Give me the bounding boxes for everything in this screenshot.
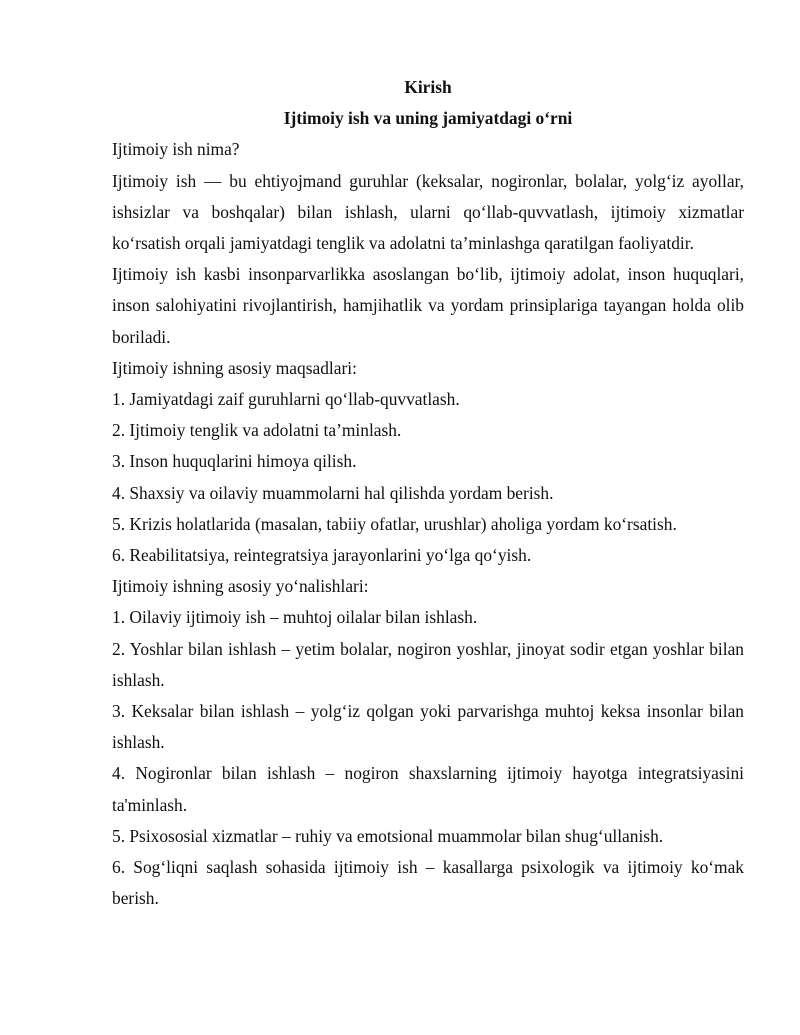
directions-heading: Ijtimoiy ishning asosiy yo‘nalishlari: bbox=[112, 576, 369, 597]
goal-item: 3. Inson huquqlarini himoya qilish. bbox=[112, 451, 357, 472]
document-subtitle: Ijtimoiy ish va uning jamiyatdagi o‘rni bbox=[283, 108, 573, 129]
direction-item: 6. Sog‘liqni saqlash sohasida ijtimoiy ish – kasallarga psixologik va ijtimoiy ko‘mak berish. bbox=[112, 857, 744, 909]
question-heading: Ijtimoiy ish nima? bbox=[112, 139, 240, 160]
direction-item: 4. Nogironlar bilan ishlash – nogiron shaxslarning ijtimoiy hayotga integratsiyasini ta'minlash. bbox=[112, 763, 744, 815]
paragraph-profession: Ijtimoiy ish kasbi insonparvarlikka asoslangan bo‘lib, ijtimoiy adolat, inson huquqlari, inson salohiyatini rivojlantirish, hamjihatlik va yordam prinsiplariga tayangan holda olib boriladi. bbox=[112, 264, 744, 347]
document-title: Kirish bbox=[404, 77, 452, 97]
document-page bbox=[112, 72, 744, 914]
direction-item: 2. Yoshlar bilan ishlash – yetim bolalar, nogiron yoshlar, jinoyat sodir etgan yoshlar bilan ishlash. bbox=[112, 638, 744, 690]
goal-item: 1. Jamiyatdagi zaif guruhlarni qo‘llab-quvvatlash. bbox=[112, 389, 460, 410]
paragraph-definition: Ijtimoiy ish — bu ehtiyojmand guruhlar (keksalar, nogironlar, bolalar, yolg‘iz ayollar, ishsizlar va boshqalar) bilan ishlash, ularni qo‘llab-quvvatlash, ijtimoiy xizmatlar ko‘rsatish orqali jamiyatdagi tenglik va adolatni ta’minlashga qaratilgan faoliyatdir. bbox=[112, 170, 744, 254]
goal-item: 6. Reabilitatsiya, reintegratsiya jarayonlarini yo‘lga qo‘yish. bbox=[112, 545, 532, 566]
direction-item: 3. Keksalar bilan ishlash – yolg‘iz qolgan yoki parvarishga muhtoj keksa insonlar bilan ishlash. bbox=[112, 701, 744, 753]
direction-item: 1. Oilaviy ijtimoiy ish – muhtoj oilalar bilan ishlash. bbox=[112, 607, 478, 628]
goal-item: 5. Krizis holatlarida (masalan, tabiiy ofatlar, urushlar) aholiga yordam ko‘rsatish. bbox=[112, 513, 677, 534]
goal-item: 2. Ijtimoiy tenglik va adolatni ta’minlash. bbox=[112, 420, 402, 441]
goal-item: 4. Shaxsiy va oilaviy muammolarni hal qilishda yordam berish. bbox=[112, 482, 554, 503]
goals-heading: Ijtimoiy ishning asosiy maqsadlari: bbox=[112, 357, 357, 378]
direction-item: 5. Psixososial xizmatlar – ruhiy va emotsional muammolar bilan shug‘ullanish. bbox=[112, 825, 664, 846]
